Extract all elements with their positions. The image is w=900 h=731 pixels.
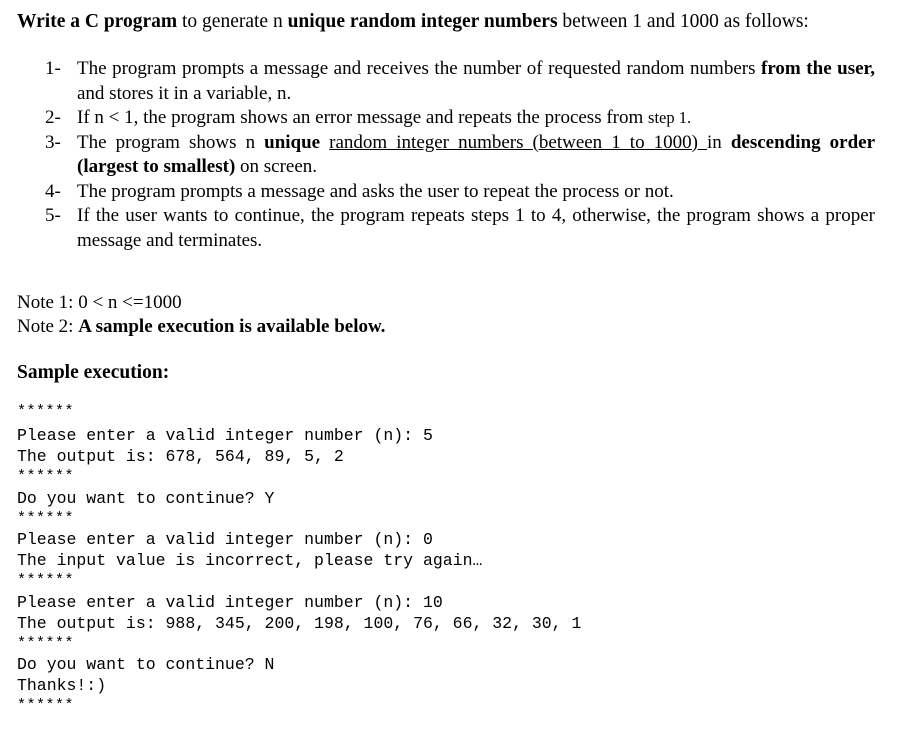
note-2-bold: A sample execution is available below. [78, 316, 386, 337]
step-3-underlined: random integer numbers (between 1 to 1000) [329, 131, 707, 153]
step-3 [45, 131, 875, 180]
step-text [77, 57, 875, 106]
console-separator: ****** [17, 403, 75, 420]
step-number: 3- [45, 131, 61, 153]
console-line: Please enter a valid integer number (n): 10 [17, 593, 443, 612]
step-2-small-text: step 1. [648, 108, 692, 127]
note-2 [17, 315, 385, 339]
step-2-text-a: If n < 1, the program shows an error message and repeats the process from [77, 107, 649, 128]
console-line: Please enter a valid integer number (n): 0 [17, 530, 433, 549]
step-3-bold-order: descending order (largest to smallest) [77, 131, 876, 177]
step-3-text-a: The program shows n [77, 131, 265, 153]
console-line: Do you want to continue? N [17, 655, 275, 674]
step-text [77, 106, 875, 131]
console-separator: ****** [17, 510, 75, 527]
step-1-bold: from the user, [761, 58, 875, 79]
heading-text-1: to generate n [177, 11, 288, 32]
notes [17, 291, 385, 339]
step-4 [45, 180, 875, 205]
console-separator: ****** [17, 468, 75, 485]
note-2-label: Note 2: [17, 316, 79, 337]
heading-bold-start: Write a C program [17, 11, 178, 32]
console-line: The output is: 678, 564, 89, 5, 2 [17, 447, 344, 466]
step-3-text-d: in [707, 131, 731, 153]
console-line: The output is: 988, 345, 200, 198, 100, 76, 66, 32, 30, 1 [17, 614, 582, 633]
step-5 [45, 204, 875, 253]
step-1-text-a: The program prompts a message and receives the number of requested random numbers [77, 58, 762, 79]
console-line: Please enter a valid integer number (n): 5 [17, 426, 433, 445]
step-number: 1- [45, 58, 61, 79]
console-line: Thanks!:) [17, 676, 107, 695]
step-text: If the user wants to continue, the program repeats steps 1 to 4, otherwise, the program shows a proper message and terminates. [77, 205, 875, 251]
step-number: 2- [45, 107, 61, 128]
note-1: Note 1: 0 < n <=1000 [17, 292, 182, 313]
step-1 [45, 57, 875, 106]
console-separator: ****** [17, 572, 75, 589]
step-text: The program prompts a message and asks the user to repeat the process or not. [77, 180, 674, 202]
assignment-heading [17, 10, 809, 34]
step-number: 5- [45, 205, 61, 226]
console-line: Do you want to continue? Y [17, 489, 275, 508]
console-separator: ****** [17, 635, 75, 652]
step-text [77, 131, 875, 180]
heading-bold-mid: unique random integer numbers [287, 11, 558, 32]
step-3-bold-unique: unique [264, 131, 321, 153]
console-separator: ****** [17, 697, 75, 714]
heading-text-2: between 1 and 1000 as follows: [557, 11, 809, 32]
steps-list [45, 57, 875, 253]
step-1-text-c: and stores it in a variable, n. [77, 82, 292, 104]
step-2 [45, 106, 875, 131]
step-3-text-f: on screen. [235, 156, 318, 177]
console-line: The input value is incorrect, please try again… [17, 551, 483, 570]
step-number: 4- [45, 180, 61, 202]
sample-execution-title: Sample execution: [17, 362, 170, 383]
